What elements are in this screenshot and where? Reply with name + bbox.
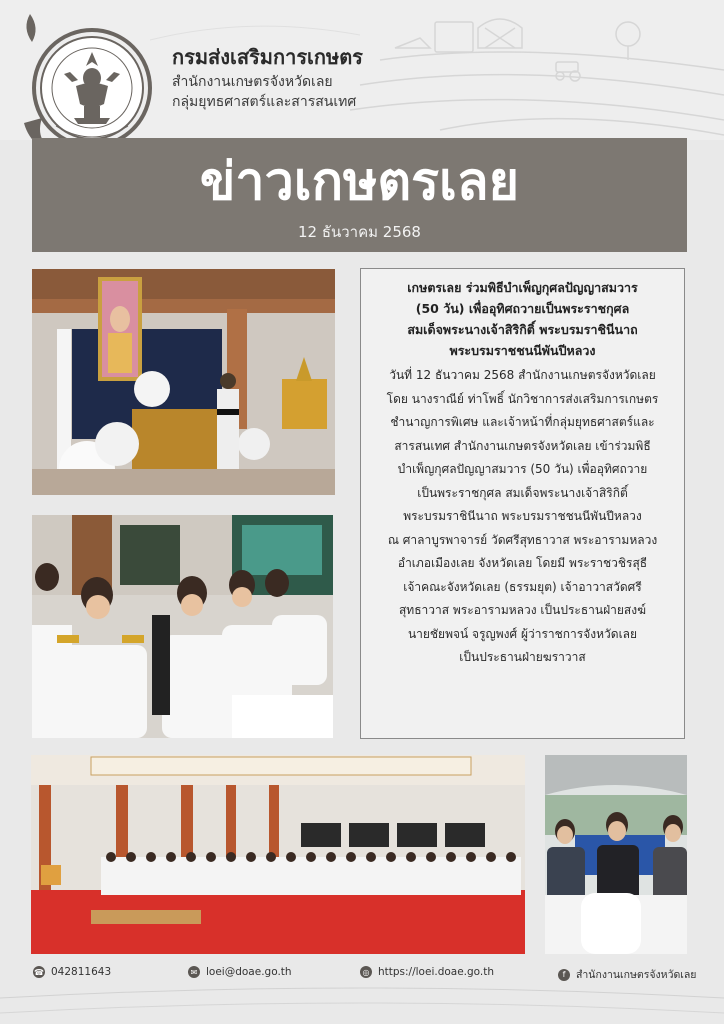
phone-number: 042811643 xyxy=(51,966,112,978)
article-body-line: นายชัยพจน์ จรูญพงศ์ ผู้ว่าราชการจังหวัดเลย xyxy=(407,626,638,641)
department-seal-logo xyxy=(12,8,154,158)
news-banner xyxy=(32,138,687,252)
photo-staff-group xyxy=(545,755,687,954)
article-body-line: ณ ศาลาบูรพาจารย์ วัดศรีสุทธาวาส พระอารามหลวง xyxy=(387,532,658,547)
contact-website[interactable] xyxy=(360,966,494,978)
facebook-icon: f xyxy=(558,969,570,981)
division-name: กลุ่มยุทธศาสตร์และสารสนเทศ xyxy=(172,94,357,110)
photo-ceremony-altar xyxy=(32,269,335,495)
header-text xyxy=(172,44,363,112)
banner-title: ข่าวเกษตรเลย xyxy=(199,152,520,212)
article-body-line: วันที่ 12 ธันวาคม 2568 สำนักงานเกษตรจังหวัดเลย xyxy=(389,368,656,382)
contact-phone[interactable] xyxy=(33,966,111,978)
phone-icon: ☎ xyxy=(34,967,44,977)
article-body-line: โดย นางราณีย์ ท่าโพธิ์ นักวิชาการส่งเสริมการเกษตร xyxy=(386,391,659,406)
article-body-line: ชำนาญการพิเศษ และเจ้าหน้าที่กลุ่มยุทธศาสตร์และ xyxy=(390,415,655,429)
photo-officials-seated xyxy=(32,515,333,738)
article-title-line: พระบรมราชชนนีพันปีหลวง xyxy=(449,343,596,358)
article-body xyxy=(367,364,678,670)
office-name: สำนักงานเกษตรจังหวัดเลย xyxy=(172,74,333,90)
globe-icon: ◎ xyxy=(360,966,372,978)
facebook-page: สำนักงานเกษตรจังหวัดเลย xyxy=(576,969,697,981)
article-body-line: อำเภอเมืองเลย จังหวัดเลย โดยมี พระราชวชิรสุธี xyxy=(397,556,648,570)
article-title-line: สมเด็จพระนางเจ้าสิริกิติ์ พระบรมราชินีนาถ xyxy=(407,322,638,337)
article-title-line: เกษตรเลย ร่วมพิธีบำเพ็ญกุศลปัญญาสมวาร xyxy=(407,280,638,295)
article-body-line: พระบรมราชินีนาถ พระบรมราชชนนีพันปีหลวง xyxy=(403,509,642,523)
email-icon: ✉ xyxy=(188,966,200,978)
article-body-line: บำเพ็ญกุศลปัญญาสมวาร (50 วัน) เพื่ออุทิศถวาย xyxy=(397,462,648,476)
article-body-line: สารสนเทศ สำนักงานเกษตรจังหวัดเลย เข้าร่วมพิธี xyxy=(394,438,651,453)
article-body-line: เป็นพระราชกุศล สมเด็จพระนางเจ้าสิริกิติ์ xyxy=(417,485,628,500)
article-body-line: เจ้าคณะจังหวัดเลย (ธรรมยุต) เจ้าอาวาสวัดศรี xyxy=(403,579,642,594)
article-body-line: สุทธาวาส พระอารามหลวง เป็นประธานฝ่ายสงฆ์ xyxy=(398,603,646,617)
banner-date: 12 ธันวาคม 2568 xyxy=(298,223,421,241)
article-title-line: (50 วัน) เพื่ออุทิศถวายเป็นพระราชกุศล xyxy=(415,301,630,316)
article-title xyxy=(367,277,678,361)
contact-facebook[interactable] xyxy=(558,966,696,983)
article-box xyxy=(360,268,685,739)
website-url: https://loei.doae.go.th xyxy=(378,966,495,978)
article-body-line: เป็นประธานฝ่ายฆราวาส xyxy=(459,650,586,664)
org-name: กรมส่งเสริมการเกษตร xyxy=(172,45,363,69)
photo-hall-audience xyxy=(31,755,525,954)
contact-email[interactable] xyxy=(188,966,292,978)
email-address: loei@doae.go.th xyxy=(206,966,292,978)
